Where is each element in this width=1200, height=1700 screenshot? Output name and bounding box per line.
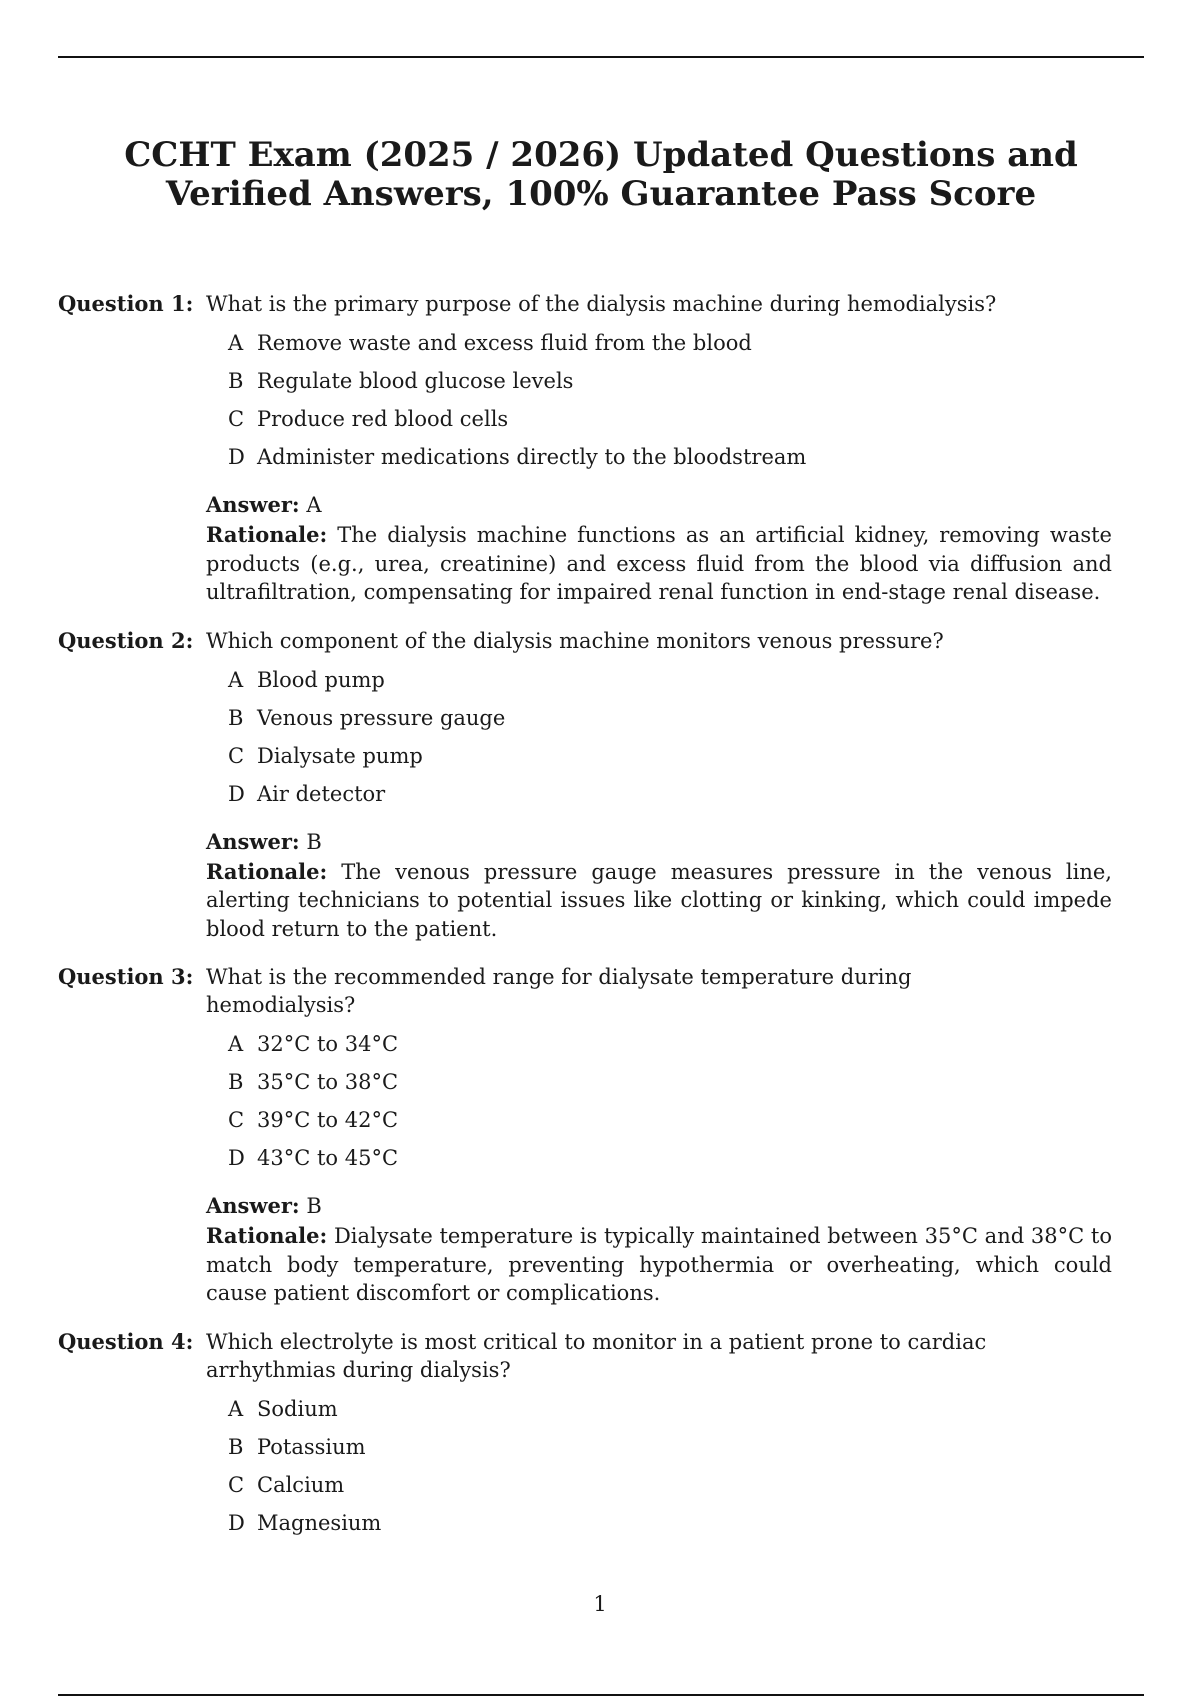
bottom-rule <box>58 1694 1144 1696</box>
option-letter: C <box>228 743 245 768</box>
option-text: 35°C to 38°C <box>257 1070 399 1094</box>
option-c <box>228 1106 1058 1144</box>
option-list <box>228 666 1058 818</box>
option-text: Venous pressure gauge <box>257 705 506 730</box>
answer-value: B <box>306 1194 322 1218</box>
option-list <box>228 1030 1058 1182</box>
option-text: Remove waste and excess fluid from the blood <box>257 331 752 355</box>
option-text: 43°C to 45°C <box>257 1146 399 1170</box>
option-letter: B <box>228 1070 244 1094</box>
answer-value: B <box>306 829 322 854</box>
option-text: Potassium <box>257 1434 366 1459</box>
option-letter: D <box>228 1146 245 1170</box>
question-1 <box>58 290 1112 607</box>
option-b <box>228 1433 1058 1471</box>
option-text: 32°C to 34°C <box>257 1032 399 1056</box>
question-text: Which electrolyte is most critical to monitor in a patient prone to cardiac arrhythmias during dialysis? <box>206 1329 987 1382</box>
option-text: Produce red blood cells <box>257 407 509 431</box>
page-number: 1 <box>593 1592 607 1616</box>
option-text: Magnesium <box>257 1510 382 1535</box>
answer-value: A <box>306 493 322 517</box>
question-text: What is the recommended range for dialysate temperature during hemodialysis? <box>206 965 912 1017</box>
option-text: Calcium <box>257 1472 345 1497</box>
option-text: 39°C to 42°C <box>257 1108 399 1132</box>
rationale-label: Rationale: <box>206 1223 328 1248</box>
answer <box>206 1192 1058 1220</box>
question-label: Question 3: <box>58 964 194 989</box>
question-label: Question 2: <box>58 627 194 653</box>
option-list <box>228 329 1058 481</box>
option-letter: A <box>228 1032 244 1056</box>
option-letter: B <box>228 1434 244 1459</box>
rationale <box>206 521 1112 607</box>
option-letter: A <box>228 1396 244 1421</box>
option-b <box>228 1068 1058 1106</box>
option-letter: D <box>228 781 245 806</box>
rationale-text: Dialysate temperature is typically maintained between 35°C and 38°C to match body temperature, preventing hypothermia or overheating, which could cause patient discomfort or complications. <box>206 1224 1112 1305</box>
top-rule <box>58 56 1144 58</box>
rationale-text: The venous pressure gauge measures pressure in the venous line, alerting technicians to potential issues like clotting or kinking, which could impede blood return to the patient. <box>206 859 1112 941</box>
question-text: Which component of the dialysis machine monitors venous pressure? <box>206 628 944 653</box>
answer-label: Answer: <box>206 828 300 854</box>
option-c <box>228 1471 1058 1509</box>
option-c <box>228 742 1058 780</box>
option-a <box>228 1395 1058 1433</box>
option-list <box>228 1395 1058 1547</box>
option-text: Sodium <box>257 1396 338 1421</box>
rationale <box>206 1222 1112 1308</box>
question-label: Question 4: <box>58 1328 194 1354</box>
rationale-label: Rationale: <box>206 858 328 884</box>
title-line-1: CCHT Exam (2025 / 2026) Updated Questions and <box>124 135 1078 175</box>
option-text: Dialysate pump <box>257 743 423 768</box>
answer <box>206 828 1058 856</box>
option-letter: C <box>228 1472 245 1497</box>
option-text: Air detector <box>257 781 386 806</box>
option-letter: D <box>228 1510 245 1535</box>
answer <box>206 491 1058 519</box>
option-d <box>228 1144 1058 1182</box>
option-text: Regulate blood glucose levels <box>257 369 574 393</box>
option-letter: C <box>228 1108 245 1132</box>
option-text: Administer medications directly to the bloodstream <box>257 445 807 469</box>
question-text: What is the primary purpose of the dialysis machine during hemodialysis? <box>206 292 997 316</box>
option-a <box>228 329 1058 367</box>
option-letter: A <box>228 667 244 692</box>
document-title <box>58 136 1144 214</box>
option-letter: A <box>228 331 244 355</box>
title-line-2: Verified Answers, 100% Guarantee Pass Score <box>165 174 1037 214</box>
question-label: Question 1: <box>58 291 194 316</box>
question-2 <box>58 627 1112 944</box>
option-text: Blood pump <box>257 667 385 692</box>
option-a <box>228 666 1058 704</box>
option-letter: C <box>228 407 245 431</box>
option-d <box>228 1509 1058 1547</box>
option-d <box>228 780 1058 818</box>
option-letter: B <box>228 369 244 393</box>
answer-label: Answer: <box>206 492 300 517</box>
option-a <box>228 1030 1058 1068</box>
question-3 <box>58 963 1112 1308</box>
option-c <box>228 405 1058 443</box>
rationale <box>206 858 1112 944</box>
rationale-text: The dialysis machine functions as an artificial kidney, removing waste products (e.g., urea, creatinine) and excess fluid from the blood via diffusion and ultrafiltration, compensating for impaired renal function in end-stage renal disease. <box>206 523 1112 604</box>
option-letter: D <box>228 445 245 469</box>
option-letter: B <box>228 705 244 730</box>
rationale-label: Rationale: <box>206 522 328 547</box>
option-b <box>228 367 1058 405</box>
option-b <box>228 704 1058 742</box>
option-d <box>228 443 1058 481</box>
question-4 <box>58 1328 1058 1547</box>
answer-label: Answer: <box>206 1193 300 1218</box>
question-list <box>58 290 1112 1547</box>
